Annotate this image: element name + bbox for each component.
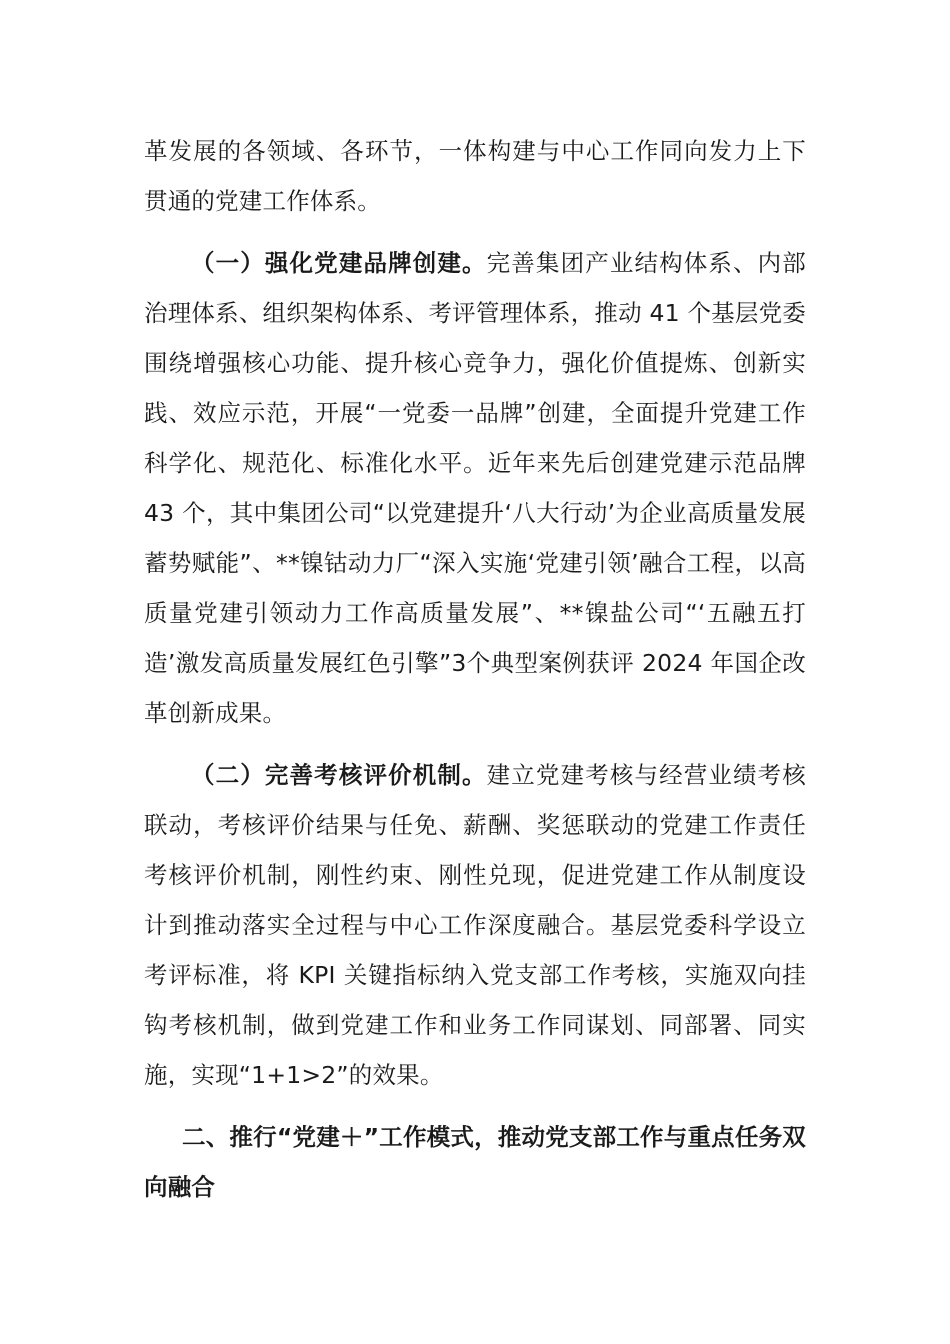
section-2-lead: （二）完善考核评价机制。 xyxy=(191,761,487,789)
intro-text: 革发展的各领域、各环节，一体构建与中心工作同向发力上下贯通的党建工作体系。 xyxy=(144,137,806,215)
section-1-lead: （一）强化党建品牌创建。 xyxy=(191,249,487,277)
section-1-body: 完善集团产业结构体系、内部治理体系、组织架构体系、考评管理体系，推动 41 个基层党委围绕增强核心功能、提升核心竞争力，强化价值提炼、创新实践、效应示范，开展“一党委一品牌”创建，全面提升党建工作科学化、规范化、标准化水平。近年来先后创建党建示范品牌 43 个，其中集团公司“以党建提升‘八大行动’为企业高质量发展蓄势赋能”、**镍钴动力厂“深入实施‘党建引领’融合工程，以高质量党建引领动力工作高质量发展”、**镍盐公司“‘五融五打造’激发高质量发展红色引擎”3个典型案例获评 2024 年国企改革创新成果。 xyxy=(144,249,806,727)
document-page xyxy=(144,126,806,1212)
section-2-body: 建立党建考核与经营业绩考核联动，考核评价结果与任免、薪酬、奖惩联动的党建工作责任考核评价机制，刚性约束、刚性兑现，促进党建工作从制度设计到推动落实全过程与中心工作深度融合。基层党委科学设立考评标准，将 KPI 关键指标纳入党支部工作考核，实施双向挂钩考核机制，做到党建工作和业务工作同谋划、同部署、同实施，实现“1+1>2”的效果。 xyxy=(144,761,806,1089)
heading-2 xyxy=(144,1112,806,1212)
section-2-paragraph xyxy=(144,750,806,1100)
section-1-paragraph xyxy=(144,238,806,738)
heading-2-text: 二、推行“党建＋”工作模式，推动党支部工作与重点任务双向融合 xyxy=(144,1123,806,1201)
intro-paragraph xyxy=(144,126,806,226)
